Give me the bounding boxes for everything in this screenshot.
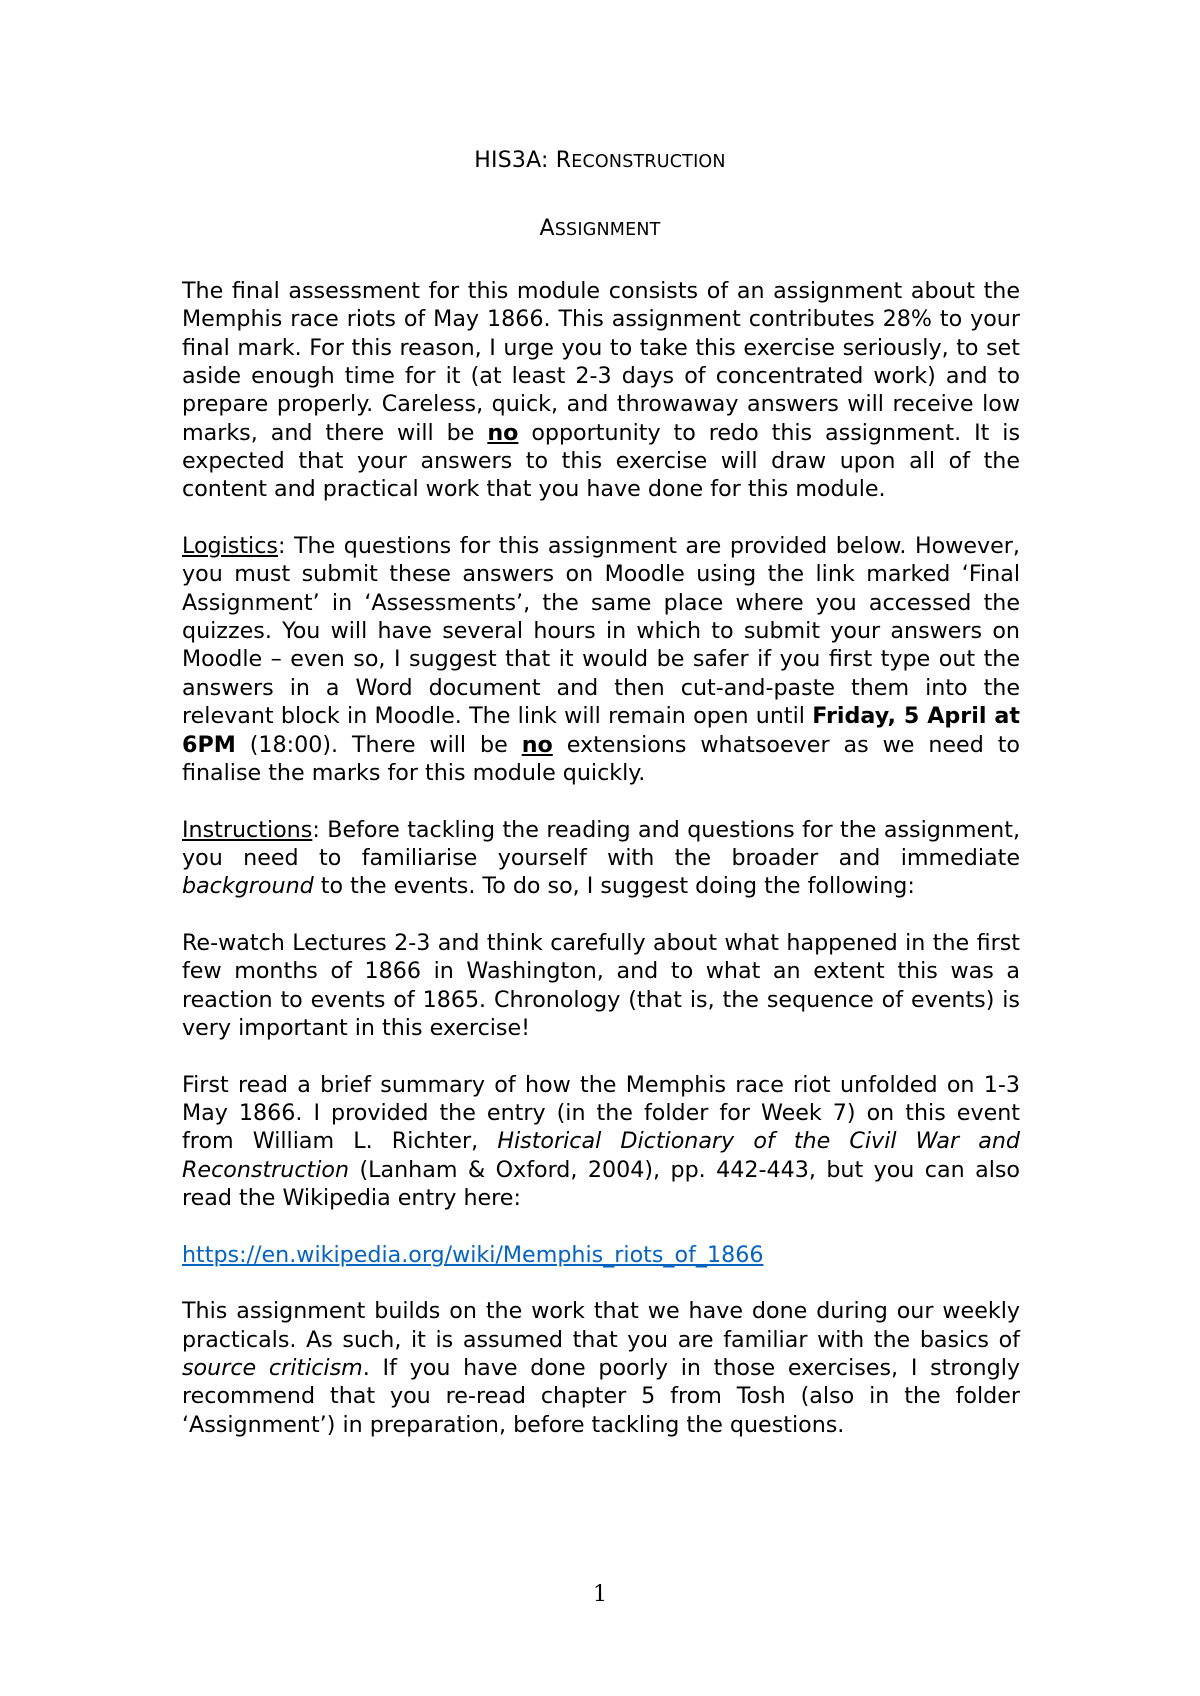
logistics-text-a: : The questions for this assignment are provided below. However, you must submit these answers on Moodle using the link marked ‘Final Assignment’ in ‘Assessments’, the same place where you accessed the quizzes. You will have several hours in which to submit your answers on Moodle – even so, I suggest that it would be safer if you first type out the answers in a Word document and then cut-and-paste them into the relevant block in Moodle. The link will remain open until — [182, 533, 1020, 730]
document-subtitle — [0, 216, 1200, 241]
paragraph-rewatch: Re-watch Lectures 2-3 and think carefully about what happened in the first few months of 1866 in Washington, and to what an extent this was a reaction to events of 1865. Chronology (that is, the sequence of events) is very important in this exercise! — [182, 929, 1020, 1041]
summary-text-b: (Lanham & Oxford, 2004), pp. 442-443, but you can also read the Wikipedia entry here: — [182, 1156, 1020, 1211]
instructions-label: Instructions — [182, 816, 313, 843]
paragraph-intro — [182, 277, 1020, 504]
logistics-emphasis-no: no — [521, 731, 553, 758]
title-rest: ECONSTRUCTION — [571, 152, 726, 172]
criticism-text-b: . If you have done poorly in those exercises, I strongly recommend that you re-read chapter 5 from Tosh (also in the folder ‘Assignment’) in preparation, before tackling the questions. — [182, 1355, 1020, 1438]
intro-text-a: The final assessment for this module consists of an assignment about the Memphis race riots of May 1866. This assignment contributes 28% to your final mark. For this reason, I urge you to take this exercise seriously, to set aside enough time for it (at least 2-3 days of concentrated work) and to prepare properly. Careless, quick, and throwaway answers will receive low marks, and there will be — [182, 278, 1020, 446]
paragraph-instructions — [182, 816, 1020, 901]
logistics-text-c: extensions whatsoever as we need to finalise the marks for this module quickly. — [182, 731, 1020, 786]
criticism-emphasis: source criticism — [182, 1355, 363, 1382]
summary-text-a: First read a brief summary of how the Memphis race riot unfolded on 1-3 May 1866. I provided the entry (in the folder for Week 7) on this event from William L. Richter, — [182, 1071, 1020, 1155]
summary-book-title: Historical Dictionary of the Civil War and Reconstruction — [182, 1128, 1020, 1183]
instructions-text-a: : Before tackling the reading and questions for the assignment, you need to familiarise yourself with the broader and immediate — [182, 816, 1020, 871]
instructions-emphasis-background: background — [182, 873, 314, 900]
criticism-text-a: This assignment builds on the work that we have done during our weekly practicals. As such, it is assumed that you are familiar with the basics of — [182, 1298, 1020, 1353]
paragraph-source-criticism — [182, 1297, 1020, 1439]
wikipedia-link[interactable]: https://en.wikipedia.org/wiki/Memphis_riots_of_1866 — [182, 1241, 764, 1268]
logistics-deadline: Friday, 5 April at 6PM — [182, 703, 1020, 758]
subtitle-first: A — [539, 216, 555, 241]
page-number: 1 — [593, 1582, 607, 1607]
subtitle-rest: SSIGNMENT — [554, 220, 661, 240]
logistics-text-b: (18:00). There will be — [235, 731, 522, 758]
document-title — [0, 148, 1200, 173]
title-first: HIS3A: R — [474, 148, 572, 173]
intro-emphasis-no: no — [487, 419, 519, 446]
document-body — [182, 277, 1020, 1439]
instructions-text-b: to the events. To do so, I suggest doing the following: — [313, 873, 915, 900]
paragraph-logistics — [182, 532, 1020, 787]
logistics-label: Logistics — [182, 533, 278, 560]
paragraph-link — [182, 1241, 1020, 1269]
intro-text-b: opportunity to redo this assignment. It is expected that your answers to this exercise will draw upon all of the content and practical work that you have done for this module. — [182, 419, 1021, 503]
paragraph-summary — [182, 1071, 1020, 1213]
